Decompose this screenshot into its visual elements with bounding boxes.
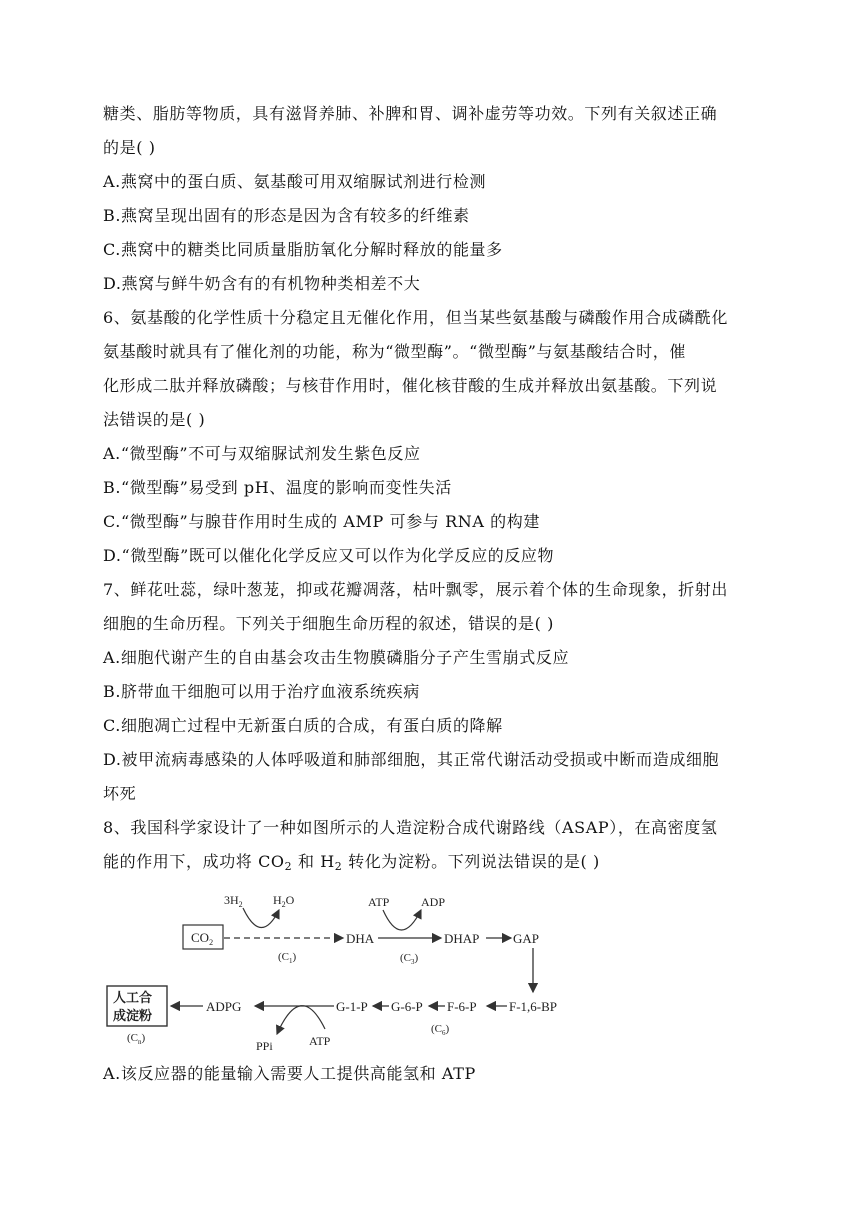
c1-label: $(C_1)$ (278, 951, 297, 965)
adpg-label: ADPG (206, 999, 242, 1014)
g1p-label: G-1-P (336, 999, 368, 1014)
option-b: B.“微型酶”易受到 pH、温度的影响而变性失活 (103, 478, 452, 497)
question-8-line: 8、我国科学家设计了一种如图所示的人造淀粉合成代谢路线（ASAP），在高密度氢 (103, 818, 718, 837)
option-d: D.“微型酶”既可以催化化学反应又可以作为化学反应的反应物 (103, 546, 555, 565)
option-b: B.燕窝呈现出固有的形态是因为含有较多的纤维素 (103, 206, 470, 225)
option-d: D.被甲流病毒感染的人体呼吸道和肺部细胞，其正常代谢活动受损或中断而造成细胞 (103, 750, 720, 769)
question-6-line: 氨基酸时就具有了催化剂的功能，称为“微型酶”。“微型酶”与氨基酸结合时，催 (103, 342, 686, 361)
question-7-line: 7、鲜花吐蕊，绿叶葱茏，抑或花瓣凋落，枯叶飘零，展示着个体的生命现象，折射出 (103, 580, 728, 599)
dha-label: DHA (346, 931, 375, 946)
h2o-label: $H_2O$ (273, 893, 295, 909)
question-6-line: 法错误的是( ) (103, 410, 206, 429)
option-a: A.该反应器的能量输入需要人工提供高能氢和 ATP (103, 1064, 476, 1083)
co2-label: $CO_2$ (191, 930, 214, 947)
question-6-line: 6、氨基酸的化学性质十分稳定且无催化作用，但当某些氨基酸与磷酸作用合成磷酰化 (103, 308, 728, 327)
cn-label: $(C_n)$ (127, 1032, 146, 1046)
ppi-label: PPi (256, 1039, 273, 1053)
text-line: 的是( ) (103, 138, 156, 157)
option-c: C.“微型酶”与腺苷作用时生成的 AMP 可参与 RNA 的构建 (103, 512, 540, 531)
curve-h2-h2o (243, 908, 279, 928)
option-d-cont: 坏死 (103, 784, 137, 803)
starch-label-1: 人工合 (113, 990, 153, 1005)
option-d: D.燕窝与鲜牛奶含有的有机物种类相差不大 (103, 274, 421, 293)
question-6-line: 化形成二肽并释放磷酸；与核苷作用时，催化核苷酸的生成并释放出氨基酸。下列说 (103, 376, 718, 395)
c3-label: $(C_3)$ (400, 952, 419, 966)
asap-pathway-diagram (103, 884, 573, 1056)
option-b: B.脐带血干细胞可以用于治疗血液系统疾病 (103, 682, 420, 701)
starch-label-2: 成淀粉 (113, 1008, 153, 1023)
option-c: C.细胞凋亡过程中无新蛋白质的合成，有蛋白质的降解 (103, 716, 503, 735)
question-7-line: 细胞的生命历程。下列关于细胞生命历程的叙述，错误的是( ) (103, 614, 554, 633)
atp-bottom-label: ATP (309, 1034, 331, 1048)
atp-top-label: ATP (368, 895, 390, 909)
curve-atp-ppi (277, 1006, 325, 1034)
question-8-line: 能的作用下，成功将 $CO_2$ 和 $H_2$ 转化为淀粉。下列说法错误的是( ) (103, 852, 600, 873)
f6p-label: F-6-P (447, 999, 477, 1014)
dhap-label: DHAP (444, 931, 480, 946)
g6p-label: G-6-P (391, 999, 423, 1014)
text-line: 糖类、脂肪等物质，具有滋肾养肺、补脾和胃、调补虚劳等功效。下列有关叙述正确 (103, 104, 718, 123)
gap-label: GAP (513, 931, 540, 946)
option-a: A.燕窝中的蛋白质、氨基酸可用双缩脲试剂进行检测 (103, 172, 487, 191)
h2-label: $3H_2$ (224, 893, 243, 909)
fbp-label: F-1,6-BP (509, 999, 558, 1014)
option-a: A.细胞代谢产生的自由基会攻击生物膜磷脂分子产生雪崩式反应 (103, 648, 570, 667)
adp-top-label: ADP (421, 895, 446, 909)
c6-label: $(C_6)$ (431, 1023, 450, 1037)
option-c: C.燕窝中的糖类比同质量脂肪氧化分解时释放的能量多 (103, 240, 503, 259)
curve-atp-adp (383, 910, 421, 930)
option-a: A.“微型酶”不可与双缩脲试剂发生紫色反应 (103, 444, 421, 463)
